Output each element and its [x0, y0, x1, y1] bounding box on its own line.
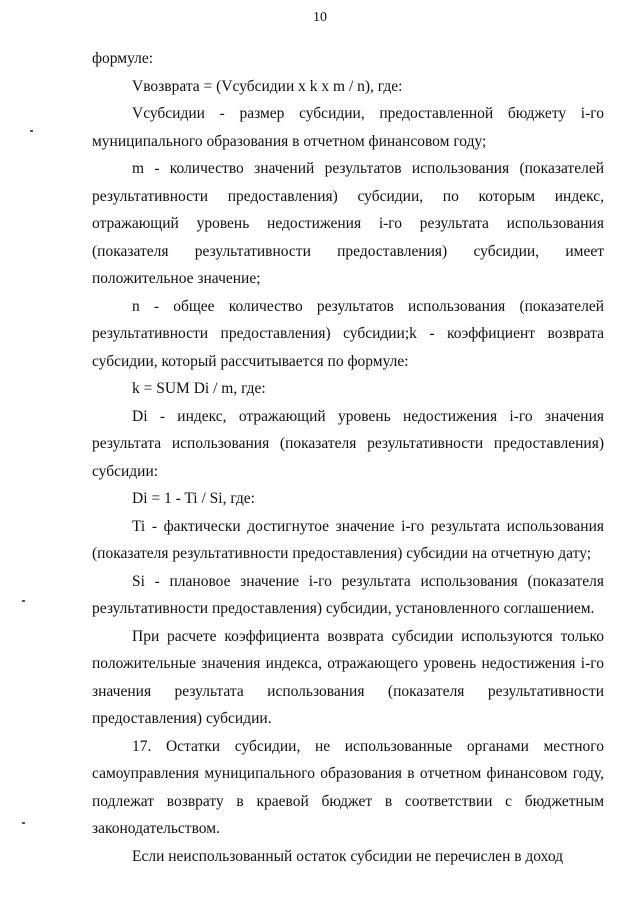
- paragraph-n-definition: n - общее количество результатов использования (показателей результативности предоставления) субсидии;k - коэффициент возврата субсидии, который рассчитывается по формуле:: [92, 297, 604, 370]
- paragraph-formula-intro: формуле:: [92, 50, 154, 67]
- paragraph-di-definition: Di - индекс, отражающий уровень недостижения i-го значения результата использования (показателя результативности предоставления) субсидии:: [92, 407, 604, 480]
- paragraph-m-definition: m - количество значений результатов использования (показателей результативности предоставления) субсидии, по которым индекс, отражающий уровень недостижения i-го результата использования (показателя результативности предоставления) субсидии, имеет положительное значение;: [92, 160, 604, 287]
- paragraph-vreturn-formula: Vвозврата = (Vсубсидии x k x m / n), где:: [132, 77, 403, 95]
- scan-mark: [22, 600, 25, 602]
- scan-mark: [30, 130, 33, 132]
- paragraph-unused-remainder: Если неиспользованный остаток субсидии не перечислен в доход: [132, 847, 564, 865]
- document-body: [92, 45, 604, 870]
- scan-mark: [22, 822, 25, 824]
- paragraph-di-formula: Di = 1 - Ti / Si, где:: [132, 490, 255, 507]
- paragraph-k-formula: k = SUM Di / m, где:: [132, 380, 266, 397]
- paragraph-item-17: 17. Остатки субсидии, не использованные органами местного самоуправления муниципального образования в отчетном финансовом году, подлежат возврату в краевой бюджет в соответствии с бюджетным законодательством.: [92, 737, 604, 837]
- paragraph-ti-definition: Ti - фактически достигнутое значение i-го результата использования (показателя результативности предоставления) субсидии на отчетную дату;: [92, 517, 604, 562]
- paragraph-vsubsidy-definition: Vсубсидии - размер субсидии, предоставленной бюджету i-го муниципального образования в отчетном финансовом году;: [92, 105, 604, 150]
- paragraph-si-definition: Si - плановое значение i-го результата использования (показателя результативности предоставления) субсидии, установленного соглашением.: [92, 572, 604, 617]
- page-number: 10: [313, 10, 327, 25]
- paragraph-coefficient-note: При расчете коэффициента возврата субсидии используются только положительные значения индекса, отражающего уровень недостижения i-го значения результата использования (показателя результативности предоставления) субсидии.: [92, 627, 604, 727]
